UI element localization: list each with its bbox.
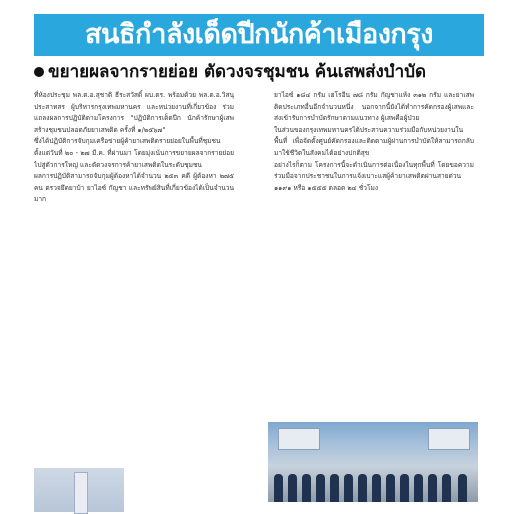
left-column <box>34 90 234 505</box>
headline-banner <box>34 14 484 56</box>
right-paragraph-3: อย่างไรก็ตาม โครงการนี้จะดำเนินการต่อเนื่องในทุกพื้นที่ โดยขอความร่วมมือจากประชาชนในการแจ้งเบาะแสผู้ค้ายาเสพติดผ่านสายด่วน ๑๑๙๑ หรือ ๑๕๕๕ ตลอด ๒๔ ชั่วโมง <box>274 160 474 192</box>
right-paragraph-2: ในส่วนของกรุงเทพมหานครได้ประสานความร่วมมือกับหน่วยงานในพื้นที่ เพื่อจัดตั้งศูนย์คัดกรองและติดตามผู้ผ่านการบำบัดให้สามารถกลับมาใช้ชีวิตในสังคมได้อย่างปกติสุข <box>274 125 474 157</box>
subheadline-text: ขยายผลจากรายย่อย ตัดวงจรชุมชน ค้นเสพส่งบำบัด <box>48 62 427 82</box>
group-photo <box>268 422 478 502</box>
person-shape <box>316 474 325 502</box>
subheadline <box>34 60 494 84</box>
person-shape <box>458 474 467 502</box>
person-shape <box>400 474 409 502</box>
person-shape <box>344 474 353 502</box>
left-paragraph-3: ผลการปฏิบัติสามารถจับกุมผู้ต้องหาได้จำนวน ๒๕๓ คดี ผู้ต้องหา ๒๗๕ คน ตรวจยึดยาบ้า ยาไอซ์ กัญชา และทรัพย์สินที่เกี่ยวข้องได้เป็นจำนวนมาก <box>34 172 234 204</box>
left-paragraph-2: ซึ่งได้ปฏิบัติการจับกุมเครือข่ายผู้ค้ายาเสพติดรายย่อยในพื้นที่ชุมชน ตั้งแต่วันที่ ๒๐ - ๒๗ มี.ค. ที่ผ่านมา โดยมุ่งเน้นการขยายผลจากรายย่อยไปสู่ตัวการใหญ่ และตัดวงจรการค้ายาเสพติดในระดับชุมชน <box>34 137 234 169</box>
left-paragraph-1: ที่ห้องประชุม พล.ต.อ.สุชาติ ธีระสวัสดิ์ ผบ.ตร. พร้อมด้วย พล.ต.อ.วิสนุ ประสาทสร ผู้บริหารกรุงเทพมหานคร และหน่วยงานที่เกี่ยวข้อง ร่วมแถลงผลการปฏิบัติตามโครงการ "ปฏิบัติการเด็ดปีก นักค้ารักษาผู้เสพ สร้างชุมชนปลอดภัยยาเสพติด ครั้งที่ ๑/๒๕๖๗" <box>34 91 234 134</box>
person-shape <box>330 474 339 502</box>
bullet-icon <box>34 67 44 77</box>
vehicle-shape <box>428 428 470 450</box>
person-shape <box>372 474 381 502</box>
person-shape <box>358 474 367 502</box>
person-shape <box>274 474 283 502</box>
building-tower <box>74 472 88 514</box>
vehicle-shape <box>278 428 320 450</box>
person-shape <box>288 474 297 502</box>
person-shape <box>386 474 395 502</box>
person-shape <box>414 474 423 502</box>
person-shape <box>428 474 437 502</box>
right-column <box>274 90 474 425</box>
headline: สนธิกำลังเด็ดปีกนักค้าเมืองกรุง <box>85 19 433 50</box>
person-shape <box>302 474 311 502</box>
building-photo <box>34 468 124 512</box>
right-paragraph-1: ยาไอซ์ ๑๘๔ กรัม เฮโรอีน ๗๘ กรัม กัญชาแห้ง ๓๑๒ กรัม และยาเสพติดประเภทอื่นอีกจำนวนหนึ่ง นอกจากนี้ยังได้ทำการคัดกรองผู้เสพและส่งเข้ารับการบำบัดรักษาตามแนวทาง ผู้เสพคือผู้ป่วย <box>274 91 474 123</box>
person-shape <box>442 474 451 502</box>
